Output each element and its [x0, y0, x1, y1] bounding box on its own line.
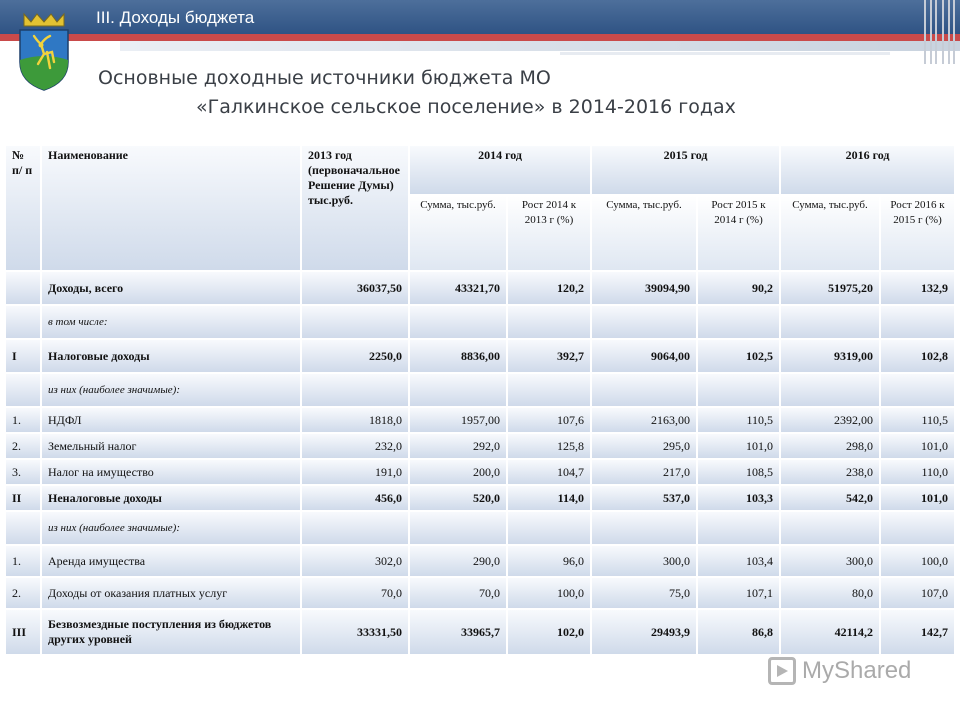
cell-g2014: 114,0 — [508, 486, 590, 510]
cell-g2015: 107,1 — [698, 578, 779, 608]
cell-g2015: 102,5 — [698, 340, 779, 372]
cell-s2016: 51975,20 — [781, 272, 879, 304]
cell-s2016 — [781, 306, 879, 338]
cell-v2013: 232,0 — [302, 434, 408, 458]
cell-g2014: 102,0 — [508, 610, 590, 654]
cell-g2015: 101,0 — [698, 434, 779, 458]
subheader-sum-2015: Сумма, тыс.руб. — [592, 196, 696, 270]
row-name: Аренда имущества — [42, 546, 300, 576]
subheader-sum-2014: Сумма, тыс.руб. — [410, 196, 506, 270]
table-row — [6, 340, 954, 372]
cell-g2016: 107,0 — [881, 578, 954, 608]
row-number: 2. — [6, 434, 40, 458]
subheader-growth-2016: Рост 2016 к 2015 г (%) — [881, 196, 954, 270]
subheader-growth-2015: Рост 2015 к 2014 г (%) — [698, 196, 779, 270]
cell-s2014 — [410, 306, 506, 338]
table-row — [6, 610, 954, 654]
cell-s2016: 2392,00 — [781, 408, 879, 432]
cell-s2015: 300,0 — [592, 546, 696, 576]
cell-g2016 — [881, 374, 954, 406]
table-row — [6, 374, 954, 406]
header-year-2015: 2015 год — [592, 146, 779, 194]
cell-s2014: 8836,00 — [410, 340, 506, 372]
table-row — [6, 486, 954, 510]
cell-g2014 — [508, 374, 590, 406]
cell-s2014: 200,0 — [410, 460, 506, 484]
table-row — [6, 578, 954, 608]
cell-s2016 — [781, 374, 879, 406]
cell-g2016: 100,0 — [881, 546, 954, 576]
header-year-2016: 2016 год — [781, 146, 954, 194]
cell-s2015: 9064,00 — [592, 340, 696, 372]
cell-g2015 — [698, 512, 779, 544]
row-name: Налоговые доходы — [42, 340, 300, 372]
cell-v2013: 191,0 — [302, 460, 408, 484]
cell-s2016: 300,0 — [781, 546, 879, 576]
cell-g2015 — [698, 374, 779, 406]
row-number: I — [6, 340, 40, 372]
cell-s2015: 2163,00 — [592, 408, 696, 432]
row-number — [6, 272, 40, 304]
row-name: из них (наиболее значимые): — [42, 374, 300, 406]
cell-v2013: 70,0 — [302, 578, 408, 608]
cell-g2015: 90,2 — [698, 272, 779, 304]
row-name: из них (наиболее значимые): — [42, 512, 300, 544]
coat-of-arms-icon — [14, 8, 74, 92]
watermark — [768, 657, 911, 685]
cell-g2015: 86,8 — [698, 610, 779, 654]
cell-s2015: 537,0 — [592, 486, 696, 510]
cell-s2014: 33965,7 — [410, 610, 506, 654]
cell-s2016: 42114,2 — [781, 610, 879, 654]
subheader-sum-2016: Сумма, тыс.руб. — [781, 196, 879, 270]
row-number — [6, 512, 40, 544]
cell-g2016: 102,8 — [881, 340, 954, 372]
heading-line-2: «Галкинское сельское поселение» в 2014-2016 годах — [196, 96, 736, 118]
cell-s2015: 217,0 — [592, 460, 696, 484]
cell-s2016: 298,0 — [781, 434, 879, 458]
table-row — [6, 512, 954, 544]
header-year-2014: 2014 год — [410, 146, 590, 194]
cell-g2014: 107,6 — [508, 408, 590, 432]
cell-s2014: 43321,70 — [410, 272, 506, 304]
cell-g2016 — [881, 306, 954, 338]
row-number: 1. — [6, 408, 40, 432]
cell-s2016 — [781, 512, 879, 544]
top-bar — [0, 0, 960, 34]
red-stripe — [0, 34, 960, 41]
cell-s2015 — [592, 512, 696, 544]
cell-g2016: 142,7 — [881, 610, 954, 654]
play-icon — [768, 657, 796, 685]
cell-g2015: 110,5 — [698, 408, 779, 432]
cell-v2013: 456,0 — [302, 486, 408, 510]
row-name: Безвозмездные поступления из бюджетов других уровней — [42, 610, 300, 654]
cell-g2015: 103,3 — [698, 486, 779, 510]
grey-stripe — [120, 41, 960, 51]
table-row — [6, 460, 954, 484]
cell-g2014: 104,7 — [508, 460, 590, 484]
cell-g2016: 110,0 — [881, 460, 954, 484]
cell-g2016: 132,9 — [881, 272, 954, 304]
cell-s2015 — [592, 374, 696, 406]
cell-g2015 — [698, 306, 779, 338]
cell-s2015: 75,0 — [592, 578, 696, 608]
cell-g2015: 103,4 — [698, 546, 779, 576]
row-name: Доходы от оказания платных услуг — [42, 578, 300, 608]
section-title: III. Доходы бюджета — [96, 8, 255, 27]
row-number: 2. — [6, 578, 40, 608]
header-2013: 2013 год (первоначальное Решение Думы) тыс.руб. — [302, 146, 408, 270]
cell-s2014 — [410, 374, 506, 406]
row-number: 1. — [6, 546, 40, 576]
cell-v2013: 36037,50 — [302, 272, 408, 304]
cell-v2013: 2250,0 — [302, 340, 408, 372]
cell-g2014: 392,7 — [508, 340, 590, 372]
cell-g2014: 96,0 — [508, 546, 590, 576]
cell-g2014: 100,0 — [508, 578, 590, 608]
cell-s2016: 80,0 — [781, 578, 879, 608]
cell-v2013: 33331,50 — [302, 610, 408, 654]
cell-s2014: 70,0 — [410, 578, 506, 608]
cell-g2016 — [881, 512, 954, 544]
cell-g2014 — [508, 512, 590, 544]
cell-g2016: 110,5 — [881, 408, 954, 432]
cell-v2013: 302,0 — [302, 546, 408, 576]
table-row — [6, 408, 954, 432]
row-name: Налог на имущество — [42, 460, 300, 484]
cell-s2016: 542,0 — [781, 486, 879, 510]
table-row — [6, 434, 954, 458]
cell-v2013 — [302, 306, 408, 338]
subheader-growth-2014: Рост 2014 к 2013 г (%) — [508, 196, 590, 270]
cell-g2014 — [508, 306, 590, 338]
budget-income-table — [4, 144, 956, 656]
decorative-bars — [922, 0, 956, 64]
header-name: Наименование — [42, 146, 300, 270]
row-number — [6, 374, 40, 406]
cell-g2016: 101,0 — [881, 486, 954, 510]
cell-g2014: 120,2 — [508, 272, 590, 304]
cell-g2014: 125,8 — [508, 434, 590, 458]
cell-v2013 — [302, 512, 408, 544]
table-row — [6, 306, 954, 338]
row-name: Земельный налог — [42, 434, 300, 458]
row-name: в том числе: — [42, 306, 300, 338]
row-number: II — [6, 486, 40, 510]
cell-s2014: 290,0 — [410, 546, 506, 576]
cell-s2015: 39094,90 — [592, 272, 696, 304]
cell-s2014 — [410, 512, 506, 544]
header-num: № п/ п — [6, 146, 40, 270]
table-row — [6, 546, 954, 576]
cell-s2016: 238,0 — [781, 460, 879, 484]
cell-g2015: 108,5 — [698, 460, 779, 484]
table-row — [6, 272, 954, 304]
cell-s2014: 1957,00 — [410, 408, 506, 432]
cell-v2013: 1818,0 — [302, 408, 408, 432]
cell-s2015: 29493,9 — [592, 610, 696, 654]
page-heading — [98, 64, 798, 122]
cell-s2015: 295,0 — [592, 434, 696, 458]
cell-s2014: 520,0 — [410, 486, 506, 510]
light-stripe — [560, 52, 890, 55]
heading-line-1: Основные доходные источники бюджета МО — [98, 67, 551, 89]
cell-g2016: 101,0 — [881, 434, 954, 458]
row-name: НДФЛ — [42, 408, 300, 432]
cell-s2015 — [592, 306, 696, 338]
watermark-text: MyShared — [802, 657, 912, 684]
row-name: Доходы, всего — [42, 272, 300, 304]
row-name: Неналоговые доходы — [42, 486, 300, 510]
row-number — [6, 306, 40, 338]
cell-s2016: 9319,00 — [781, 340, 879, 372]
row-number: 3. — [6, 460, 40, 484]
cell-v2013 — [302, 374, 408, 406]
cell-s2014: 292,0 — [410, 434, 506, 458]
row-number: III — [6, 610, 40, 654]
